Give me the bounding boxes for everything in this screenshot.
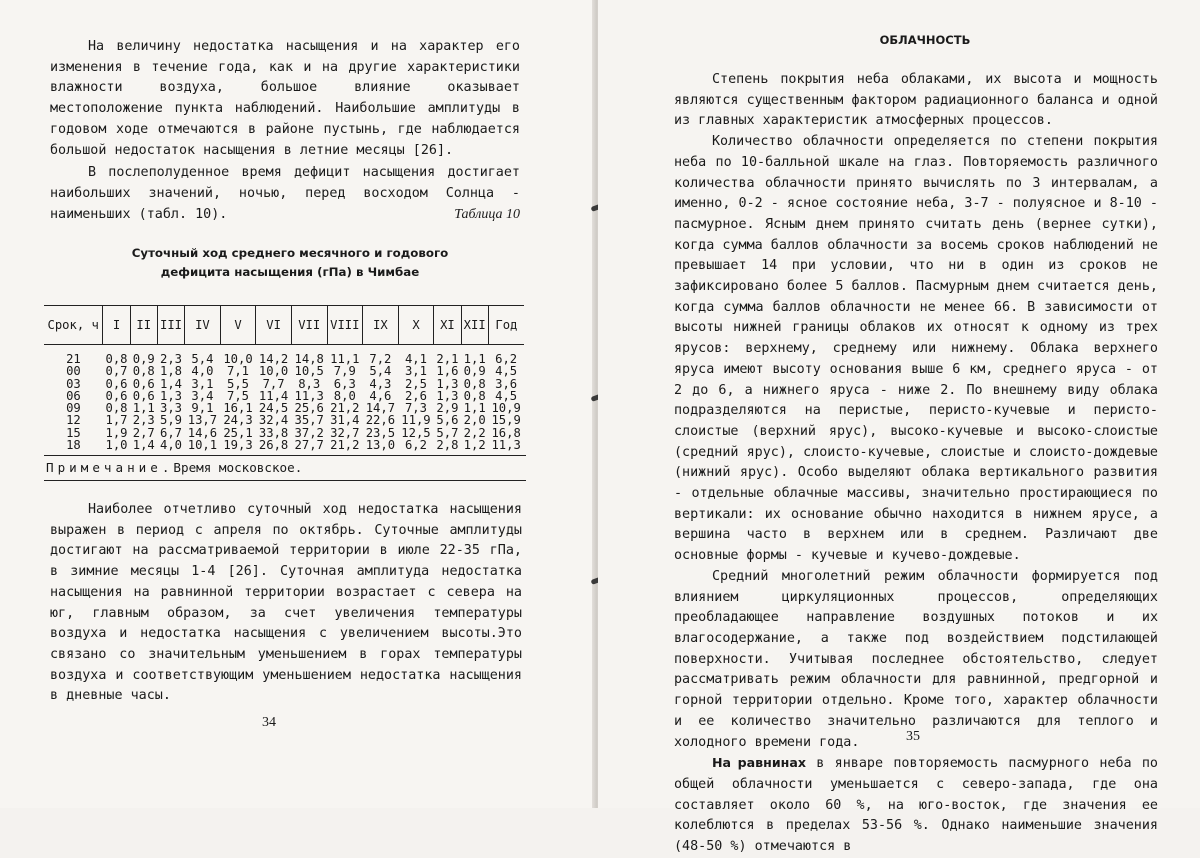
page-number-left: 34 (262, 715, 276, 730)
paragraph-lead: На равнинах (712, 755, 806, 771)
table-body (44, 345, 524, 452)
table-cell: 8,3 (298, 376, 321, 391)
deficit-table (44, 305, 524, 451)
table-cell: 4,6 (369, 388, 392, 403)
column-header: I (103, 306, 130, 345)
table-cell: 1,4 (159, 376, 182, 391)
table-cell: 2,8 (436, 438, 459, 453)
table-cell: 10,0 (223, 352, 253, 366)
table-cell: 3,3 (159, 401, 182, 416)
table-cell: 5,5 (227, 376, 250, 391)
table-cell: 1,1 (132, 401, 155, 416)
table-cell: 0,7 (105, 364, 128, 379)
table-cell: 1,9 (105, 425, 128, 440)
table-cell: 10,0 (258, 364, 289, 379)
table-cell: 1,3 (436, 376, 459, 391)
table-cell: 8,0 (333, 388, 356, 403)
table-cell: 10,9 (491, 401, 521, 416)
column-header: IX (363, 306, 399, 345)
table-cell: 23,5 (365, 425, 396, 440)
table-cell: 16,1 (223, 401, 253, 416)
table-cell: 3,1 (404, 364, 427, 379)
table-cell: 0,6 (132, 376, 155, 391)
table-cell: 0,6 (105, 376, 128, 391)
table-cell: 4,0 (191, 364, 214, 379)
left-paragraph-2: В послеполуденное время дефицит насыщения достигает наибольших значений, ночью, перед восходом Солнца - наименьших (табл. 10). (50, 165, 520, 222)
table-cell: 3,1 (191, 376, 214, 391)
table-row (44, 414, 524, 426)
note-text: Время московское. (173, 460, 303, 475)
table-cell: 9,1 (191, 401, 214, 416)
left-paragraph-3: Наиболее отчетливо суточный ход недостатка насыщения выражен в период с апреля по октябрь. Суточные амплитуды достигают на рассматриваемой территории в июле 22-35 гПа, в зимние месяцы 1-4 [26]. Суточная амплитуда недостатка насыщения на равнинной территории возрастает с севера на юг, главным образом, за счет увеличения температуры воздуха и недостатка насыщения с увеличением высоты.Это связано со значительным уменьшением в горах температуры воздуха и соответствующим уменьшением недостатка насыщения в дневные часы. (50, 502, 522, 704)
table-cell: 2,7 (132, 425, 155, 440)
table-cell: 15,9 (491, 413, 521, 428)
table-cell: 22,6 (365, 413, 396, 428)
table-cell: 09 (66, 401, 81, 416)
table-cell: 1,1 (463, 401, 486, 416)
table-cell: 24,5 (258, 401, 289, 416)
table-cell: 19,3 (223, 438, 253, 453)
table-cell: 0,9 (132, 352, 155, 366)
table-cell: 11,9 (401, 413, 431, 428)
table-cell: 1,1 (463, 352, 486, 366)
table-cell: 2,9 (436, 401, 459, 416)
table-cell: 21,2 (330, 401, 360, 416)
column-header: Год (488, 306, 524, 345)
table-cell: 2,2 (463, 425, 486, 440)
table-cell: 0,8 (463, 376, 486, 391)
table-cell: 00 (66, 364, 81, 379)
table-cell: 11,3 (294, 388, 324, 403)
section-title: ОБЛАЧНОСТЬ (879, 33, 971, 47)
table-cell: 7,5 (227, 388, 250, 403)
right-paragraph-2: Количество облачности определяется по степени покрытия неба по 10-балльной шкале на глаз. Повторяемость различного количества облачности принято вычислять по 3 интервалам, а именно, 0-2 - ясное состояние неба, 3-7 - полуясное и 8-10 - пасмурное. Ясным днем принято считать день (вернее сутки), когда сумма баллов облачности за восемь сроков наблюдений не превышает 14 при условии, что ни в один из сроков не зафиксировано более 5 баллов. Пасмурным днем считается день, когда сумма баллов облачности не менее 66. В зависимости от высоты нижней границы облаков их относят к одному из трех ярусов: верхнему, среднему или нижнему. Облака верхнего яруса имеют высоту основания выше 6 км, среднего яруса - от 2 до 6, а нижнего яруса - ниже 2. По внешнему виду облака подразделяются на перистые, перисто-кучевые и перисто-слоистые (верхний ярус), высоко-кучевые и высоко-слоистые (средний ярус), слоисто-кучевые, слоистые и слоисто-дождевые (нижний ярус). Особо выделяют облака вертикального развития - отдельные облачные массивы, значительно простирающиеся по вертикали: их основание обычно находится в нижнем ярусе, а вершина часто в верхнем или в среднем. Различают две основные формы - кучевые и кучево-дождевые. (674, 134, 1158, 564)
table-cell: 3,6 (495, 376, 518, 391)
table-cell: 10,1 (187, 438, 218, 453)
column-header: V (220, 306, 256, 345)
table-cell: 2,5 (404, 376, 427, 391)
table-cell: 4,1 (404, 352, 427, 366)
table-cell: 5,4 (369, 364, 392, 379)
table-cell: 14,2 (258, 352, 289, 366)
table-cell: 2,0 (463, 413, 486, 428)
table-cell: 0,6 (105, 388, 128, 403)
table-cell: 35,7 (294, 413, 324, 428)
table-cell: 06 (66, 388, 81, 403)
column-header: X (398, 306, 434, 345)
table-cell: 0,9 (463, 364, 486, 379)
table-cell: 31,4 (330, 413, 360, 428)
table-cell: 1,2 (463, 438, 486, 453)
table-cell: 6,2 (404, 438, 427, 453)
right-paragraph-1: Степень покрытия неба облаками, их высота и мощность являются существенным фактором радиационного баланса и одной из главных характеристик атмосферных процессов. (674, 72, 1158, 129)
table-cell: 7,9 (333, 364, 356, 379)
table-cell: 6,3 (333, 376, 356, 391)
table-cell: 14,8 (294, 352, 324, 366)
table-cell: 11,1 (330, 352, 360, 366)
table-cell: 27,7 (294, 438, 324, 453)
table-cell: 25,6 (294, 401, 324, 416)
table-cell: 32,7 (330, 425, 360, 440)
table-cell: 4,5 (495, 388, 518, 403)
table-cell: 25,1 (223, 425, 253, 440)
table-cell: 3,4 (191, 388, 214, 403)
table-cell: 7,3 (404, 401, 427, 416)
column-header: XII (461, 306, 488, 345)
table-cell: 2,1 (436, 352, 459, 366)
table-cell: 21,2 (330, 438, 360, 453)
table-cell: 11,4 (258, 388, 289, 403)
column-header: XI (434, 306, 461, 345)
table-cell: 13,0 (365, 438, 396, 453)
table-header-row (44, 306, 524, 345)
table-cell: 4,3 (369, 376, 392, 391)
page-number-right: 35 (906, 729, 920, 744)
table-cell: 03 (66, 376, 81, 391)
table-cell: 24,3 (223, 413, 253, 428)
table-cell: 14,6 (187, 425, 218, 440)
table-cell: 2,3 (159, 352, 182, 366)
table-cell: 1,3 (159, 388, 182, 403)
table-cell: 7,2 (369, 352, 392, 366)
table-cell: 32,4 (258, 413, 289, 428)
table-cell: 18 (66, 438, 81, 453)
left-text-bottom (50, 500, 522, 707)
table-cell: 33,8 (258, 425, 289, 440)
left-page (0, 0, 596, 808)
table-cell: 1,3 (436, 388, 459, 403)
table-cell: 14,7 (365, 401, 396, 416)
table-cell: 5,9 (159, 413, 182, 428)
table-cell: 15 (66, 425, 81, 440)
table-cell: 5,4 (191, 352, 214, 366)
note-label: Примечание. (46, 460, 174, 475)
right-paragraph-4 (674, 753, 1158, 858)
table-cell: 26,8 (258, 438, 289, 453)
right-paragraph-3: Средний многолетний режим облачности формируется под влиянием циркуляционных процессов, определяющих преобладающее направление воздушных потоков и их влагосодержание, а также под воздействием подстилающей поверхности. Учитывая последнее обстоятельство, следует рассматривать режим облачности для равнинной, предгорной и горной территории отдельно. Кроме того, характер облачности и ее количество значительно различаются для теплого и холодного времени года. (674, 568, 1158, 750)
column-header: II (130, 306, 157, 345)
column-header: VIII (327, 306, 363, 345)
table-cell: 7,1 (227, 364, 250, 379)
table-cell: 13,7 (187, 413, 218, 428)
table-cell: 1,7 (105, 413, 128, 428)
table-cell: 0,8 (132, 364, 155, 379)
table-row (44, 365, 524, 377)
table-cell: 1,4 (132, 438, 155, 453)
table-cell: 6,7 (159, 425, 182, 440)
table-cell: 10,5 (294, 364, 324, 379)
table-cell: 5,7 (436, 425, 459, 440)
table-title-line-1: Суточный ход среднего месячного и годового (131, 246, 449, 260)
table-row (44, 439, 524, 451)
table-cell: 2,6 (404, 388, 427, 403)
table-cell: 11,3 (491, 438, 521, 453)
column-header: VI (256, 306, 292, 345)
table-cell: 4,5 (495, 364, 518, 379)
table-cell: 5,6 (436, 413, 459, 428)
table-cell: 1,8 (159, 364, 182, 379)
table-row (44, 345, 524, 366)
table-cell: 37,2 (294, 425, 324, 440)
column-header: III (157, 306, 184, 345)
column-header: IV (185, 306, 221, 345)
left-paragraph-1: На величину недостатка насыщения и на характер его изменения в течение года, как и на другие характеристики влажности воздуха, большое влияние оказывает местоположение пункта наблюдений. Наибольшие амплитуды в годовом ходе отмечаются в районе пустынь, где наблюдается большой недостаток насыщения в летние месяцы [26]. (50, 39, 520, 158)
column-header: Срок, ч (44, 306, 103, 345)
table-cell: 12,5 (401, 425, 431, 440)
table-title (80, 244, 500, 282)
table-cell: 1,0 (105, 438, 128, 453)
table-label: Таблица 10 (454, 207, 520, 222)
table-cell: 2,3 (132, 413, 155, 428)
table-cell: 0,6 (132, 388, 155, 403)
table-cell: 1,6 (436, 364, 459, 379)
table-title-line-2: дефицита насыщения (гПа) в Чимбае (160, 265, 420, 279)
table-cell: 0,8 (105, 352, 128, 366)
table-cell: 0,8 (105, 401, 128, 416)
table-cell: 21 (66, 352, 81, 366)
table-cell: 6,2 (495, 352, 518, 366)
left-text-top (50, 37, 520, 225)
table-cell: 0,8 (463, 388, 486, 403)
table-cell: 12 (66, 413, 81, 428)
table-cell: 7,7 (262, 376, 285, 391)
table-cell: 16,8 (491, 425, 521, 440)
right-paragraph-4-text: в январе повторяемость пасмурного неба по общей облачности уменьшается с северо-запада, где она составляет около 60 %, на юго-восток, где значения ее колеблются в пределах 53-56 %. Однако наименьшие значения (48-50 %) отмечаются в (674, 756, 1158, 855)
table-note (44, 455, 526, 481)
column-header: VII (291, 306, 327, 345)
table-cell: 4,0 (159, 438, 182, 453)
